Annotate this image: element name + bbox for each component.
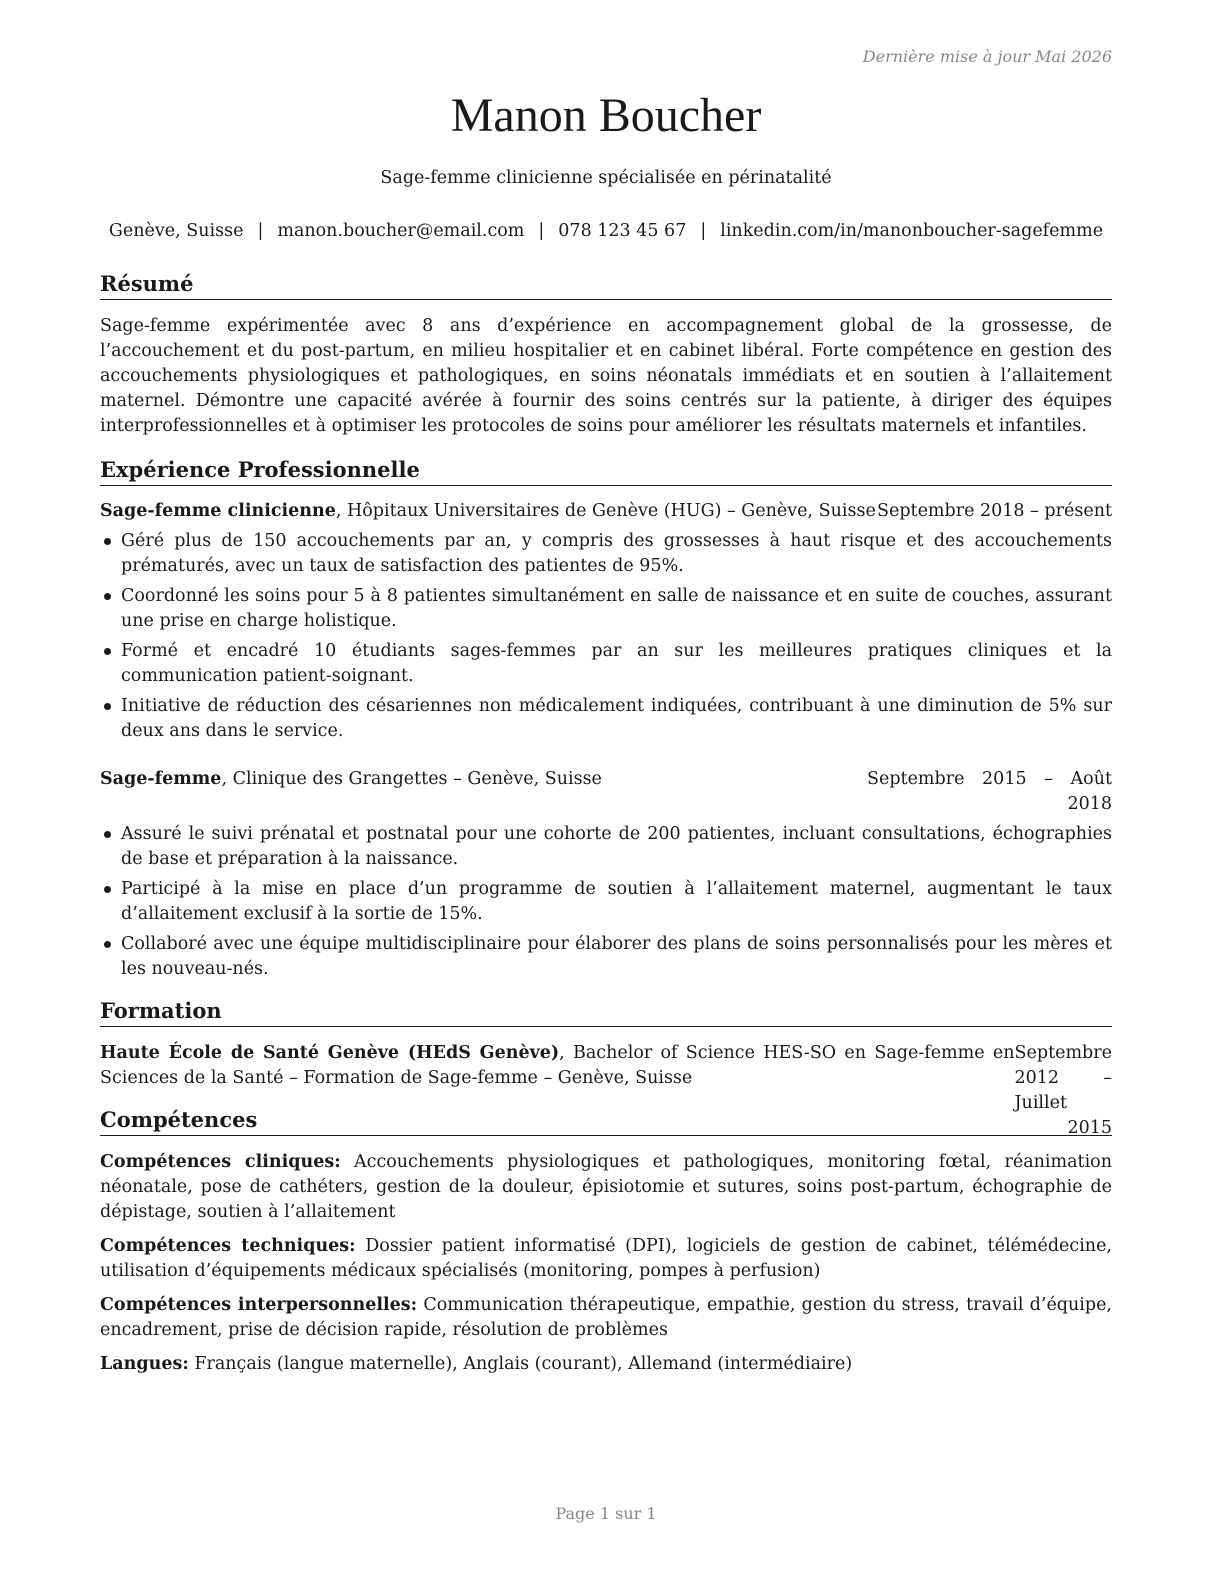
skills-list xyxy=(100,1150,1112,1377)
skill-label: Langues: xyxy=(100,1354,189,1374)
skill-row xyxy=(100,1293,1112,1343)
skill-label: Compétences interpersonnelles: xyxy=(100,1295,418,1315)
contact-phone: 078 123 45 67 xyxy=(558,221,687,241)
resume-page xyxy=(100,0,1112,1584)
job-entry xyxy=(100,767,1112,987)
skill-text: Français (langue maternelle), Anglais (courant), Allemand (intermédiaire) xyxy=(188,1354,853,1374)
contact-separator: | xyxy=(700,221,707,241)
education-heading: Formation xyxy=(100,997,1112,1027)
page-number: Page 1 sur 1 xyxy=(555,1504,657,1523)
skill-row xyxy=(100,1352,1112,1377)
contact-linkedin[interactable]: linkedin.com/in/manonboucher-sagefemme xyxy=(720,221,1104,241)
education-school: Haute École de Santé Genève (HEdS Genève) xyxy=(100,1043,560,1063)
job-header xyxy=(100,767,1112,817)
list-item: Assuré le suivi prénatal et postnatal pour une cohorte de 200 patientes, incluant consultations, échographies de base et préparation à la naissance. xyxy=(100,822,1112,872)
list-item: Collaboré avec une équipe multidisciplinaire pour élaborer des plans de soins personnalisés pour les mères et les nouveau-nés. xyxy=(100,932,1112,982)
job-bullets xyxy=(100,822,1112,982)
job-org: , Clinique des Grangettes – Genève, Suisse xyxy=(221,769,602,789)
job-title-line xyxy=(100,499,877,524)
contact-separator: | xyxy=(538,221,545,241)
skills-heading: Compétences xyxy=(100,1106,1112,1136)
job-dates: Septembre 2015 – Août 2018 xyxy=(867,769,1112,814)
job-bullets xyxy=(100,529,1112,744)
candidate-name: Manon Boucher xyxy=(450,89,762,142)
skill-row xyxy=(100,1234,1112,1284)
skill-text: Communication thérapeutique, empathie, gestion du stress, travail d’équipe, encadrement, prise de décision rapide, résolution de problèmes xyxy=(100,1295,1112,1340)
job-entry xyxy=(100,499,1112,749)
education-detail: , Bachelor of Science HES-SO en Sage-femme en Sciences de la Santé – Formation de Sage-femme – Genève, Suisse xyxy=(100,1043,1015,1088)
education-dates: Septembre 2012 – Juillet 2015 xyxy=(1014,1043,1112,1138)
contact-email[interactable]: manon.boucher@email.com xyxy=(277,221,525,241)
list-item: Formé et encadré 10 étudiants sages-femmes par an sur les meilleures pratiques cliniques et la communication patient-soignant. xyxy=(100,639,1112,689)
job-title-line xyxy=(100,767,867,817)
list-item: Géré plus de 150 accouchements par an, y compris des grossesses à haut risque et des accouchements prématurés, avec un taux de satisfaction des patientes de 95%. xyxy=(100,529,1112,579)
contact-separator: | xyxy=(257,221,264,241)
list-item: Participé à la mise en place d’un programme de soutien à l’allaitement maternel, augmentant le taux d’allaitement exclusif à la sortie de 15%. xyxy=(100,877,1112,927)
job-role: Sage-femme clinicienne xyxy=(100,501,336,521)
contact-line xyxy=(80,219,1132,244)
candidate-subtitle: Sage-femme clinicienne spécialisée en périnatalité xyxy=(380,168,832,188)
contact-location: Genève, Suisse xyxy=(108,221,244,241)
summary-text: Sage-femme expérimentée avec 8 ans d’expérience en accompagnement global de la grossesse, de l’accouchement et du post-partum, en milieu hospitalier et en cabinet libéral. Forte compétence en gestion des accouchements physiologiques et pathologiques, en soins néonatals immédiats et en soutien à l’allaitement maternel. Démontre une capacité avérée à fournir des soins centrés sur la patiente, à diriger des équipes interprofessionnelles et à optimiser les protocoles de soins pour améliorer les résultats maternels et infantiles. xyxy=(100,316,1112,436)
skill-label: Compétences techniques: xyxy=(100,1236,356,1256)
job-header xyxy=(100,499,1112,524)
skill-text: Dossier patient informatisé (DPI), logiciels de gestion de cabinet, télémédecine, utilisation d’équipements médicaux spécialisés (monitoring, pompes à perfusion) xyxy=(100,1236,1112,1281)
skill-label: Compétences cliniques: xyxy=(100,1152,341,1172)
skill-text: Accouchements physiologiques et pathologiques, monitoring fœtal, réanimation néonatale, pose de cathéters, gestion de la douleur, épisiotomie et sutures, soins post-partum, échographie de dépistage, soutien à l’allaitement xyxy=(100,1152,1112,1222)
list-item: Coordonné les soins pour 5 à 8 patientes simultanément en salle de naissance et en suite de couches, assurant une prise en charge holistique. xyxy=(100,584,1112,634)
job-dates: Septembre 2018 – présent xyxy=(877,501,1112,521)
skill-row xyxy=(100,1150,1112,1225)
job-role: Sage-femme xyxy=(100,769,222,789)
experience-heading: Expérience Professionnelle xyxy=(100,456,1112,486)
list-item: Initiative de réduction des césariennes non médicalement indiquées, contribuant à une diminution de 5% sur deux ans dans le service. xyxy=(100,694,1112,744)
job-org: , Hôpitaux Universitaires de Genève (HUG) – Genève, Suisse xyxy=(335,501,876,521)
last-updated: Dernière mise à jour Mai 2026 xyxy=(862,47,1112,66)
summary-heading: Résumé xyxy=(100,270,1112,300)
